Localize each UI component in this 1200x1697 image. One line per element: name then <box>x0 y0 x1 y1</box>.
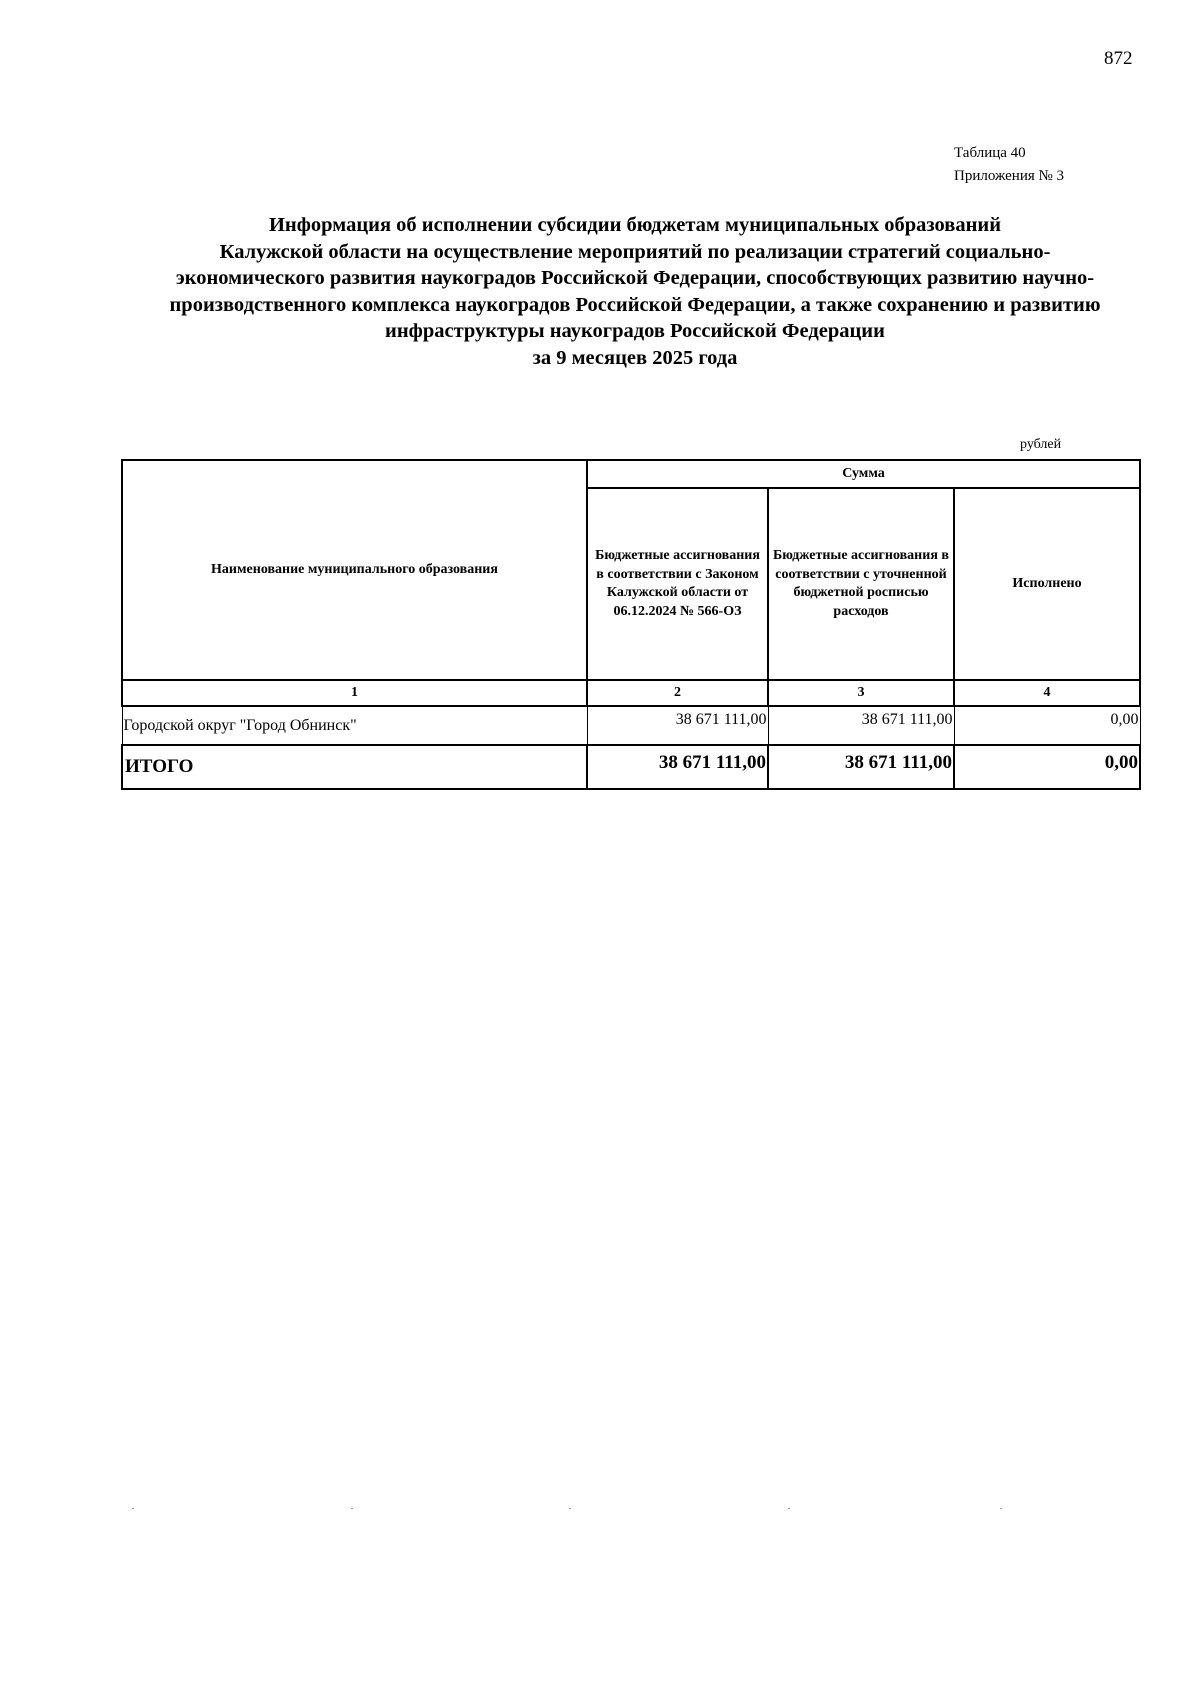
table-row <box>122 706 1140 745</box>
title-period: за 9 месяцев 2025 года <box>532 346 738 369</box>
subsidy-table <box>121 459 1141 790</box>
document-title <box>110 212 1160 371</box>
appendix-number: Приложения № 3 <box>954 168 1065 184</box>
column-number: 3 <box>768 680 954 706</box>
law-allocation-value: 38 671 111,00 <box>587 706 768 745</box>
executed-value: 0,00 <box>954 706 1140 745</box>
title-line: Калужской области на осуществление мероприятий по реализации стратегий социально- <box>219 240 1051 263</box>
title-line: производственного комплекса наукоградов Российской Федерации, а также сохранению и развитию <box>169 293 1101 316</box>
header-row <box>122 460 1140 488</box>
total-label: ИТОГО <box>122 745 587 789</box>
title-line: Информация об исполнении субсидии бюджетам муниципальных образований <box>268 214 1002 236</box>
table-number: Таблица 40 <box>954 145 1026 161</box>
total-refined-allocation: 38 671 111,00 <box>768 745 954 789</box>
title-line: инфраструктуры наукоградов Российской Федерации <box>385 320 885 342</box>
column-number: 2 <box>587 680 768 706</box>
header-municipality: Наименование муниципального образования <box>122 460 587 680</box>
municipality-name: Городской округ "Город Обнинск" <box>122 706 587 745</box>
scan-speck <box>1000 1508 1002 1509</box>
scan-specks <box>0 1508 1200 1512</box>
total-executed: 0,00 <box>954 745 1140 789</box>
total-row <box>122 745 1140 789</box>
column-number: 4 <box>954 680 1140 706</box>
header-executed: Исполнено <box>954 488 1140 680</box>
column-number: 1 <box>122 680 587 706</box>
header-refined-allocations: Бюджетные ассигнования в соответствии с уточненной бюджетной росписью расходов <box>768 488 954 680</box>
header-sum: Сумма <box>587 460 1140 488</box>
scan-speck <box>351 1508 353 1509</box>
total-law-allocation: 38 671 111,00 <box>587 745 768 789</box>
title-line: экономического развития наукоградов Российской Федерации, способствующих развитию научно- <box>175 267 1095 289</box>
units-label: рублей <box>1020 437 1062 452</box>
column-number-row <box>122 680 1140 706</box>
header-law-allocations: Бюджетные ассигнования в соответствии с Законом Калужской области от 06.12.2024 № 566-ОЗ <box>587 488 768 680</box>
scan-speck <box>569 1508 571 1509</box>
page-number: 872 <box>1104 48 1133 69</box>
table-reference <box>954 142 1064 188</box>
scan-speck <box>788 1508 790 1509</box>
refined-allocation-value: 38 671 111,00 <box>768 706 954 745</box>
scan-speck <box>132 1508 134 1509</box>
